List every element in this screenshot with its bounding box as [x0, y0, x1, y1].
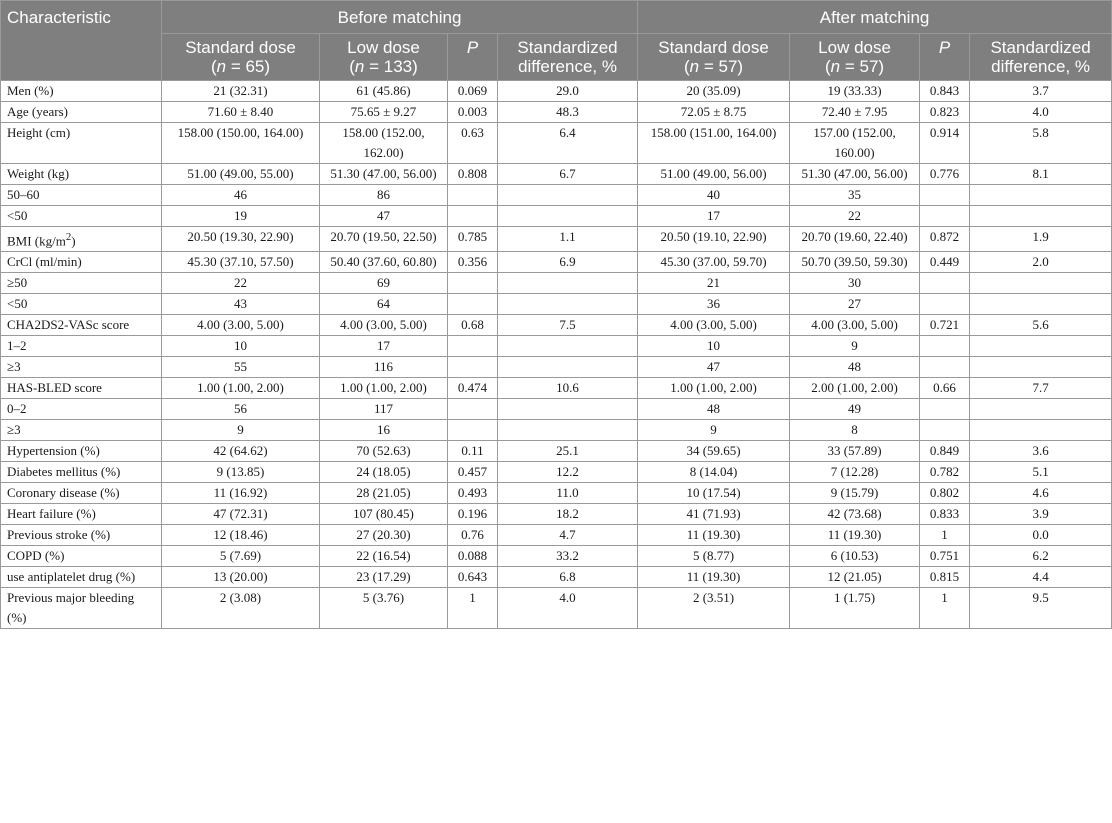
std-diff-before-cell: 25.1 [498, 441, 638, 462]
low-dose-before-cell: 23 (17.29) [320, 567, 448, 588]
p-after-cell: 0.802 [920, 483, 970, 504]
std-diff-before-cell: 10.6 [498, 378, 638, 399]
p-before-cell: 1 [448, 588, 498, 629]
p-after-cell: 0.66 [920, 378, 970, 399]
standard-dose-before-cell: 5 (7.69) [162, 546, 320, 567]
low-dose-before-cell: 4.00 (3.00, 5.00) [320, 315, 448, 336]
standard-dose-before-cell: 2 (3.08) [162, 588, 320, 629]
std-diff-before-cell: 6.9 [498, 252, 638, 273]
low-dose-after-cell: 33 (57.89) [790, 441, 920, 462]
std-diff-before-cell [498, 294, 638, 315]
table-row [1, 504, 1112, 525]
low-dose-after-cell: 9 (15.79) [790, 483, 920, 504]
p-after-cell: 0.914 [920, 123, 970, 164]
p-before-cell: 0.68 [448, 315, 498, 336]
std-diff-before-cell: 6.7 [498, 164, 638, 185]
standard-dose-before-cell: 9 (13.85) [162, 462, 320, 483]
low-dose-after-cell: 20.70 (19.60, 22.40) [790, 227, 920, 252]
standard-dose-before-cell: 158.00 (150.00, 164.00) [162, 123, 320, 164]
std-diff-after-cell: 3.6 [970, 441, 1112, 462]
table-row [1, 525, 1112, 546]
p-before-cell: 0.356 [448, 252, 498, 273]
low-dose-before-cell: 158.00 (152.00, 162.00) [320, 123, 448, 164]
p-after-cell: 0.721 [920, 315, 970, 336]
p-after-cell [920, 185, 970, 206]
p-before-cell: 0.474 [448, 378, 498, 399]
standard-dose-before-cell: 11 (16.92) [162, 483, 320, 504]
standard-dose-after-cell: 45.30 (37.00, 59.70) [638, 252, 790, 273]
p-after-cell: 0.849 [920, 441, 970, 462]
table-row [1, 315, 1112, 336]
standard-dose-before-cell: 22 [162, 273, 320, 294]
standard-dose-after-cell: 20.50 (19.10, 22.90) [638, 227, 790, 252]
table-body [1, 81, 1112, 629]
low-dose-before-cell: 16 [320, 420, 448, 441]
low-dose-after-cell: 4.00 (3.00, 5.00) [790, 315, 920, 336]
low-dose-before-cell: 117 [320, 399, 448, 420]
table-row [1, 185, 1112, 206]
p-before-cell [448, 336, 498, 357]
row-label: CHA2DS2-VASc score [1, 315, 162, 336]
low-dose-after-cell: 27 [790, 294, 920, 315]
low-dose-after-cell: 1 (1.75) [790, 588, 920, 629]
before-matching-header: Before matching [162, 1, 638, 34]
low-dose-after-cell: 50.70 (39.50, 59.30) [790, 252, 920, 273]
table-row [1, 227, 1112, 252]
std-diff-after-cell: 3.7 [970, 81, 1112, 102]
p-after-cell [920, 294, 970, 315]
std-diff-after-cell: 3.9 [970, 504, 1112, 525]
low-dose-after-cell: 22 [790, 206, 920, 227]
row-label: 0–2 [1, 399, 162, 420]
std-diff-after-cell: 5.1 [970, 462, 1112, 483]
row-label: COPD (%) [1, 546, 162, 567]
standard-dose-after-cell: 9 [638, 420, 790, 441]
row-label: Age (years) [1, 102, 162, 123]
row-label: BMI $(kg/m^2)$ [1, 227, 162, 252]
std-diff-after-cell: 4.4 [970, 567, 1112, 588]
p-after-cell: 0.833 [920, 504, 970, 525]
std-diff-after-cell [970, 294, 1112, 315]
standard-dose-before-cell: 43 [162, 294, 320, 315]
standard-dose-before-cell: 45.30 (37.10, 57.50) [162, 252, 320, 273]
p-after-cell: 0.449 [920, 252, 970, 273]
row-label: Diabetes mellitus (%) [1, 462, 162, 483]
row-label: ≥3 [1, 420, 162, 441]
low-dose-before-header: Low dose (n = 133) [320, 34, 448, 81]
standard-dose-before-cell: 51.00 (49.00, 55.00) [162, 164, 320, 185]
p-after-cell [920, 357, 970, 378]
low-dose-after-cell: 42 (73.68) [790, 504, 920, 525]
p-before-cell: 0.069 [448, 81, 498, 102]
p-value-before-header: P [448, 34, 498, 81]
standard-dose-after-cell: 34 (59.65) [638, 441, 790, 462]
std-diff-before-cell: 33.2 [498, 546, 638, 567]
table-row [1, 206, 1112, 227]
std-diff-after-cell [970, 420, 1112, 441]
low-dose-after-cell: 51.30 (47.00, 56.00) [790, 164, 920, 185]
standard-dose-after-cell: 8 (14.04) [638, 462, 790, 483]
std-diff-before-cell [498, 206, 638, 227]
p-before-cell [448, 420, 498, 441]
std-diff-after-cell: 8.1 [970, 164, 1112, 185]
std-diff-before-cell: 4.0 [498, 588, 638, 629]
std-diff-after-cell: 7.7 [970, 378, 1112, 399]
std-diff-after-cell [970, 336, 1112, 357]
low-dose-after-cell: 8 [790, 420, 920, 441]
standard-dose-after-cell: 158.00 (151.00, 164.00) [638, 123, 790, 164]
p-after-cell: 0.782 [920, 462, 970, 483]
table-row [1, 441, 1112, 462]
p-after-cell: 0.872 [920, 227, 970, 252]
p-after-cell: 0.751 [920, 546, 970, 567]
standard-dose-before-cell: 71.60 ± 8.40 [162, 102, 320, 123]
standard-dose-after-cell: 21 [638, 273, 790, 294]
low-dose-before-cell: 116 [320, 357, 448, 378]
low-dose-before-cell: 70 (52.63) [320, 441, 448, 462]
row-label: ≥50 [1, 273, 162, 294]
standard-dose-after-cell: 48 [638, 399, 790, 420]
row-label: <50 [1, 294, 162, 315]
row-label: Men (%) [1, 81, 162, 102]
row-label: Hypertension (%) [1, 441, 162, 462]
p-before-cell [448, 294, 498, 315]
p-after-cell: 0.776 [920, 164, 970, 185]
low-dose-before-cell: 51.30 (47.00, 56.00) [320, 164, 448, 185]
p-before-cell: 0.457 [448, 462, 498, 483]
standard-dose-before-cell: 10 [162, 336, 320, 357]
p-after-cell: 1 [920, 588, 970, 629]
table-row [1, 399, 1112, 420]
table-header [1, 1, 1112, 81]
std-diff-after-cell: 6.2 [970, 546, 1112, 567]
std-diff-before-cell [498, 336, 638, 357]
standard-dose-before-cell: 9 [162, 420, 320, 441]
std-diff-after-cell [970, 273, 1112, 294]
table-row [1, 252, 1112, 273]
table-row [1, 273, 1112, 294]
low-dose-after-cell: 49 [790, 399, 920, 420]
standard-dose-after-cell: 72.05 ± 8.75 [638, 102, 790, 123]
low-dose-after-cell: 35 [790, 185, 920, 206]
low-dose-after-header: Low dose (n = 57) [790, 34, 920, 81]
std-diff-after-cell: 2.0 [970, 252, 1112, 273]
standard-dose-after-cell: 17 [638, 206, 790, 227]
low-dose-before-cell: 61 (45.86) [320, 81, 448, 102]
std-diff-before-cell: 11.0 [498, 483, 638, 504]
low-dose-after-cell: 72.40 ± 7.95 [790, 102, 920, 123]
p-after-cell: 0.815 [920, 567, 970, 588]
table-row [1, 336, 1112, 357]
p-before-cell: 0.493 [448, 483, 498, 504]
standard-dose-before-cell: 20.50 (19.30, 22.90) [162, 227, 320, 252]
p-before-cell: 0.003 [448, 102, 498, 123]
table-row [1, 588, 1112, 629]
standard-dose-after-cell: 2 (3.51) [638, 588, 790, 629]
std-diff-after-cell [970, 357, 1112, 378]
std-diff-before-cell [498, 185, 638, 206]
low-dose-before-cell: 50.40 (37.60, 60.80) [320, 252, 448, 273]
low-dose-before-cell: 47 [320, 206, 448, 227]
p-before-cell [448, 206, 498, 227]
p-before-cell: 0.088 [448, 546, 498, 567]
p-before-cell: 0.808 [448, 164, 498, 185]
standard-dose-after-cell: 11 (19.30) [638, 567, 790, 588]
row-label: Height (cm) [1, 123, 162, 164]
p-before-cell: 0.76 [448, 525, 498, 546]
row-label: 50–60 [1, 185, 162, 206]
std-diff-after-cell [970, 399, 1112, 420]
low-dose-after-cell: 11 (19.30) [790, 525, 920, 546]
table-row [1, 164, 1112, 185]
low-dose-before-cell: 86 [320, 185, 448, 206]
std-diff-after-cell: 0.0 [970, 525, 1112, 546]
standard-dose-before-cell: 46 [162, 185, 320, 206]
p-after-cell [920, 336, 970, 357]
table-row [1, 81, 1112, 102]
std-diff-before-cell [498, 273, 638, 294]
row-label: Coronary disease (%) [1, 483, 162, 504]
low-dose-after-cell: 9 [790, 336, 920, 357]
standard-dose-before-cell: 12 (18.46) [162, 525, 320, 546]
standard-dose-before-header: Standard dose (n = 65) [162, 34, 320, 81]
table-row [1, 357, 1112, 378]
table-row [1, 483, 1112, 504]
standard-dose-after-cell: 10 (17.54) [638, 483, 790, 504]
table-row [1, 378, 1112, 399]
p-after-cell [920, 399, 970, 420]
row-label: Previous major bleeding (%) [1, 588, 162, 629]
standard-dose-after-cell: 36 [638, 294, 790, 315]
standard-dose-after-cell: 20 (35.09) [638, 81, 790, 102]
row-label: Weight (kg) [1, 164, 162, 185]
low-dose-after-cell: 2.00 (1.00, 2.00) [790, 378, 920, 399]
std-diff-before-cell: 4.7 [498, 525, 638, 546]
low-dose-after-cell: 157.00 (152.00, 160.00) [790, 123, 920, 164]
std-diff-before-cell: 48.3 [498, 102, 638, 123]
row-label: CrCl (ml/min) [1, 252, 162, 273]
low-dose-after-cell: 30 [790, 273, 920, 294]
low-dose-before-cell: 5 (3.76) [320, 588, 448, 629]
standard-dose-after-cell: 5 (8.77) [638, 546, 790, 567]
standard-dose-before-cell: 19 [162, 206, 320, 227]
low-dose-before-cell: 20.70 (19.50, 22.50) [320, 227, 448, 252]
low-dose-before-cell: 28 (21.05) [320, 483, 448, 504]
std-diff-before-cell: 18.2 [498, 504, 638, 525]
std-diff-before-cell: 1.1 [498, 227, 638, 252]
row-label: HAS-BLED score [1, 378, 162, 399]
low-dose-after-cell: 7 (12.28) [790, 462, 920, 483]
row-label: <50 [1, 206, 162, 227]
p-before-cell: 0.196 [448, 504, 498, 525]
row-label: ≥3 [1, 357, 162, 378]
std-diff-before-cell: 7.5 [498, 315, 638, 336]
row-label: Heart failure (%) [1, 504, 162, 525]
row-label: 1–2 [1, 336, 162, 357]
standard-dose-before-cell: 21 (32.31) [162, 81, 320, 102]
p-after-cell: 1 [920, 525, 970, 546]
standard-dose-after-cell: 47 [638, 357, 790, 378]
standard-dose-before-cell: 42 (64.62) [162, 441, 320, 462]
std-diff-before-cell: 6.4 [498, 123, 638, 164]
standard-dose-before-cell: 47 (72.31) [162, 504, 320, 525]
after-matching-header: After matching [638, 1, 1112, 34]
table-row [1, 294, 1112, 315]
low-dose-after-cell: 12 (21.05) [790, 567, 920, 588]
row-label: Previous stroke (%) [1, 525, 162, 546]
low-dose-before-cell: 1.00 (1.00, 2.00) [320, 378, 448, 399]
std-diff-before-cell [498, 357, 638, 378]
standardized-difference-before-header: Standardized difference, % [498, 34, 638, 81]
row-label: use antiplatelet drug (%) [1, 567, 162, 588]
table-row [1, 420, 1112, 441]
standard-dose-after-cell: 41 (71.93) [638, 504, 790, 525]
p-after-cell [920, 206, 970, 227]
low-dose-after-cell: 48 [790, 357, 920, 378]
std-diff-before-cell: 12.2 [498, 462, 638, 483]
standard-dose-before-cell: 4.00 (3.00, 5.00) [162, 315, 320, 336]
p-before-cell: 0.11 [448, 441, 498, 462]
standard-dose-after-header: Standard dose (n = 57) [638, 34, 790, 81]
p-before-cell [448, 399, 498, 420]
table-row [1, 123, 1112, 164]
p-after-cell [920, 273, 970, 294]
standardized-difference-after-header: Standardized difference, % [970, 34, 1112, 81]
std-diff-before-cell: 29.0 [498, 81, 638, 102]
standard-dose-before-cell: 1.00 (1.00, 2.00) [162, 378, 320, 399]
p-before-cell [448, 185, 498, 206]
p-before-cell: 0.785 [448, 227, 498, 252]
std-diff-after-cell [970, 206, 1112, 227]
low-dose-before-cell: 75.65 ± 9.27 [320, 102, 448, 123]
std-diff-after-cell: 5.8 [970, 123, 1112, 164]
p-before-cell [448, 357, 498, 378]
p-before-cell [448, 273, 498, 294]
low-dose-before-cell: 69 [320, 273, 448, 294]
low-dose-after-cell: 19 (33.33) [790, 81, 920, 102]
table-row [1, 462, 1112, 483]
p-after-cell [920, 420, 970, 441]
p-value-after-header: P [920, 34, 970, 81]
standard-dose-after-cell: 1.00 (1.00, 2.00) [638, 378, 790, 399]
std-diff-before-cell [498, 420, 638, 441]
standard-dose-after-cell: 4.00 (3.00, 5.00) [638, 315, 790, 336]
std-diff-before-cell: 6.8 [498, 567, 638, 588]
table-row [1, 102, 1112, 123]
low-dose-after-cell: 6 (10.53) [790, 546, 920, 567]
std-diff-after-cell: 1.9 [970, 227, 1112, 252]
standard-dose-after-cell: 11 (19.30) [638, 525, 790, 546]
standard-dose-after-cell: 51.00 (49.00, 56.00) [638, 164, 790, 185]
standard-dose-after-cell: 10 [638, 336, 790, 357]
low-dose-before-cell: 22 (16.54) [320, 546, 448, 567]
low-dose-before-cell: 64 [320, 294, 448, 315]
p-before-cell: 0.643 [448, 567, 498, 588]
table-row [1, 567, 1112, 588]
standard-dose-before-cell: 55 [162, 357, 320, 378]
std-diff-after-cell: 4.6 [970, 483, 1112, 504]
std-diff-after-cell: 4.0 [970, 102, 1112, 123]
std-diff-before-cell [498, 399, 638, 420]
characteristic-header: Characteristic [1, 1, 162, 81]
standard-dose-before-cell: 13 (20.00) [162, 567, 320, 588]
std-diff-after-cell: 9.5 [970, 588, 1112, 629]
low-dose-before-cell: 107 (80.45) [320, 504, 448, 525]
standard-dose-after-cell: 40 [638, 185, 790, 206]
table-row [1, 546, 1112, 567]
low-dose-before-cell: 24 (18.05) [320, 462, 448, 483]
standard-dose-before-cell: 56 [162, 399, 320, 420]
std-diff-after-cell: 5.6 [970, 315, 1112, 336]
p-after-cell: 0.823 [920, 102, 970, 123]
low-dose-before-cell: 17 [320, 336, 448, 357]
low-dose-before-cell: 27 (20.30) [320, 525, 448, 546]
std-diff-after-cell [970, 185, 1112, 206]
p-before-cell: 0.63 [448, 123, 498, 164]
p-after-cell: 0.843 [920, 81, 970, 102]
